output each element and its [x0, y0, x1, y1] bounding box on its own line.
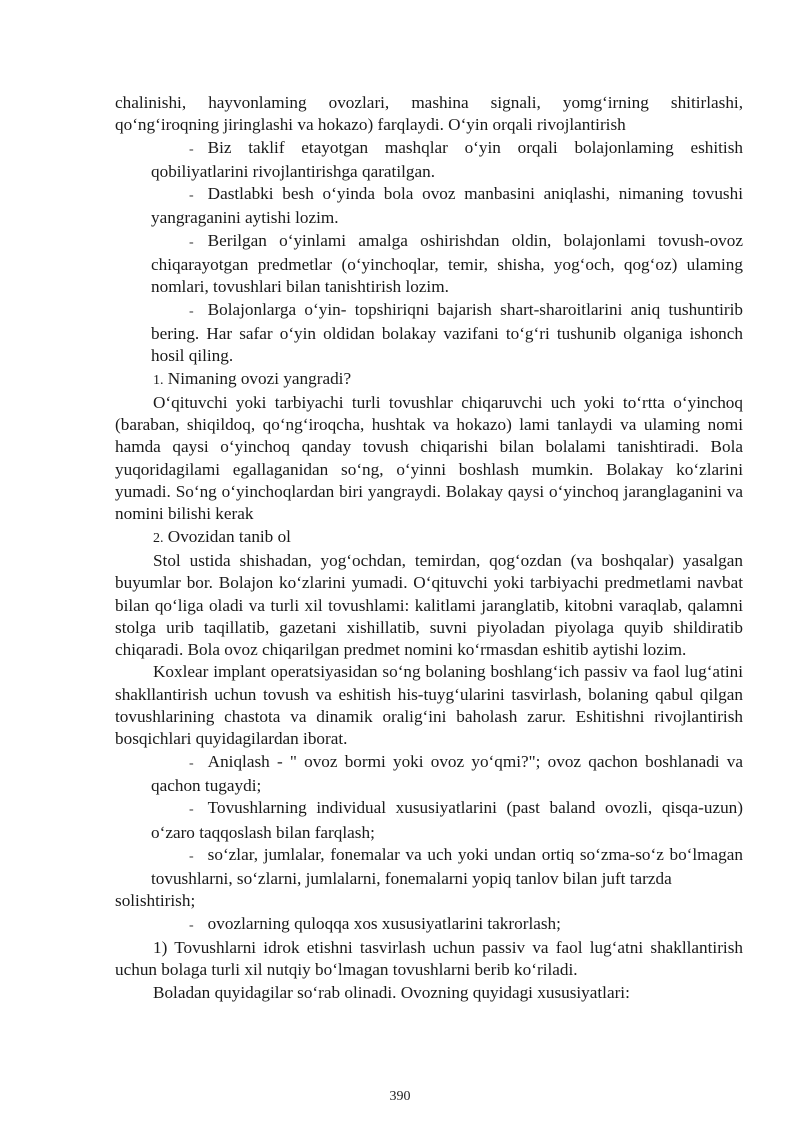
bullet-text: Bolajonlarga o‘yin- topshiriqni bajarish shart-sharoitlarini aniq tushuntirib bering. Har safar o‘yin oldidan bolakay vazifani to‘g‘ri tushunib olganiga ishonch hosil qiling. [151, 299, 743, 366]
bullet-item [115, 797, 743, 844]
dash-marker: - [189, 141, 194, 157]
bullet-text: ovozlarning quloqqa xos xususiyatlarini takrorlash; [207, 913, 561, 933]
dash-marker: - [189, 917, 194, 933]
paragraph: Koxlear implant operatsiyasidan so‘ng bolaning boshlang‘ich passiv va faol lug‘atini shakllantirish uchun tovush va eshitish his-tuyg‘ularini tasvirlash, bolaning qabul qilgan tovushlarining chastota va dinamik oralig‘ini baholash zarur. Eshitishni rivojlantirish bosqichlari quyidagilardan iborat. [115, 662, 743, 749]
paragraph-flush: solishtirish; [115, 891, 196, 911]
heading-text: Nimaning ovozi yangradi? [167, 368, 352, 388]
bullet-item [115, 183, 743, 230]
dash-marker: - [189, 755, 194, 771]
bullet-text: Aniqlash - " ovoz bormi yoki ovoz yo‘qmi?"; ovoz qachon boshlanadi va qachon tugaydi; [151, 751, 743, 795]
bullet-item [115, 299, 743, 368]
paragraph: O‘qituvchi yoki tarbiyachi turli tovushlar chiqaruvchi uch yoki to‘rtta o‘yinchoq (baraban, shiqildoq, qo‘ng‘iroqcha, hushtak va hokazo) lami tanlaydi va ulaming nomi hamda qaysi o‘yinchoq qanday tovush chiqarishi bilan bolalami tanishtiradi. Bola yuqoridagilami egallaganidan so‘ng, o‘yinni boshlash mumkin. Bolakay ko‘zlarini yumadi. So‘ng o‘yinchoqlardan biri yangraydi. Bolakay qaysi o‘yinchoq jaranglaganini va nomini bilishi kerak [115, 392, 743, 524]
bullet-item [115, 913, 743, 937]
paragraph: Boladan quyidagilar so‘rab olinadi. Ovozning quyidagi xususiyatlari: [153, 982, 630, 1002]
bullet-item [115, 844, 743, 891]
paragraph: 1) Tovushlarni idrok etishni tasvirlash uchun passiv va faol lug‘atni shakllantirish uchun bolaga turli xil nutqiy bo‘lmagan tovushlarni berib ko‘riladi. [115, 937, 743, 980]
heading-text: Ovozidan tanib ol [167, 526, 291, 546]
numbered-heading [115, 526, 743, 550]
numbered-heading [115, 368, 743, 392]
dash-marker: - [189, 188, 194, 204]
bullet-text: Berilgan o‘yinlami amalga oshirishdan oldin, bolajonlami tovush-ovoz chiqarayotgan predmetlar (o‘yinchoqlar, temir, shisha, yog‘och, qog‘oz) ulaming nomlari, tovushlari bilan tanishtirish lozim. [151, 230, 743, 297]
bullet-text: Biz taklif etayotgan mashqlar o‘yin orqali bolajonlaming eshitish qobiliyatlarini rivojlantirishga qaratilgan. [151, 137, 743, 181]
dash-marker: - [189, 303, 194, 319]
dash-marker: - [189, 234, 194, 250]
bullet-text: Dastlabki besh o‘yinda bola ovoz manbasini aniqlashi, nimaning tovushi yangraganini aytishi lozim. [151, 184, 743, 228]
heading-number: 2. [153, 530, 164, 546]
paragraph: Stol ustida shishadan, yog‘ochdan, temirdan, qog‘ozdan (va boshqalar) yasalgan buyumlar bor. Bolajon ko‘zlarini yumadi. O‘qituvchi yoki tarbiyachi predmetlami navbat bilan qo‘liga oladi va turli xil tovushlami: kalitlami jaranglatib, kitobni varaqlab, qalamni stolga urib taqillatib, gazetani xishillatib, suvni piyoladan piyolaga quyib shildiratib chiqaradi. Bola ovoz chiqarilgan predmet nomini ko‘rmasdan eshitib aytishi lozim. [115, 550, 743, 660]
paragraph-continuation: chalinishi, hayvonlaming ovozlari, mashina signali, yomg‘irning shitirlashi, qo‘ng‘iroqning jiringlashi va hokazo) farqlaydi. O‘yin orqali rivojlantirish [115, 93, 743, 135]
dash-marker: - [189, 802, 194, 818]
bullet-text: Tovushlarning individual xususiyatlarini (past baland ovozli, qisqa-uzun) o‘zaro taqqoslash bilan farqlash; [151, 798, 743, 842]
page-body [115, 92, 743, 1004]
bullet-item [115, 230, 743, 299]
bullet-item [115, 751, 743, 798]
bullet-text: so‘zlar, jumlalar, fonemalar va uch yoki undan ortiq so‘zma-so‘z bo‘lmagan tovushlarni, so‘zlarni, jumlalarni, fonemalarni yopiq tanlov bilan juft tarzda [151, 844, 743, 889]
dash-marker: - [189, 848, 194, 864]
bullet-item [115, 137, 743, 184]
page-number: 390 [389, 1089, 411, 1104]
heading-number: 1. [153, 372, 164, 388]
